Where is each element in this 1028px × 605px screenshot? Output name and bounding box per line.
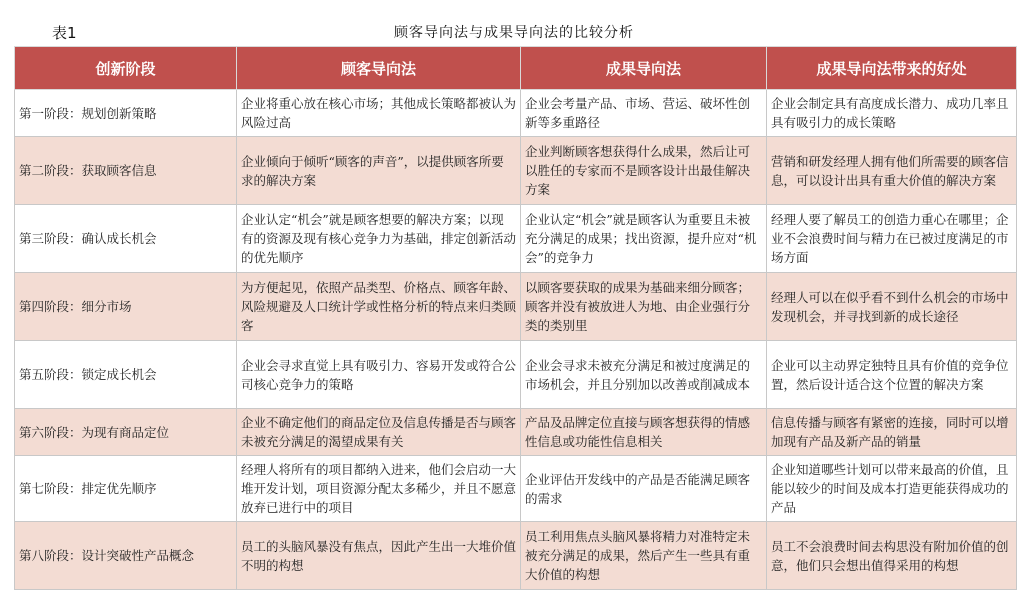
outcome-cell: 企业评估开发线中的产品是否能满足顾客的需求 [521,456,767,522]
table-row [15,137,1017,205]
customer-cell: 为方便起见，依照产品类型、价格点、顾客年龄、风险规避及人口统计学或性格分析的特点来归类顾客 [237,273,521,341]
customer-cell: 企业将重心放在核心市场；其他成长策略都被认为风险过高 [237,90,521,137]
header-stage: 创新阶段 [15,47,237,90]
stage-cell: 第四阶段：细分市场 [15,273,237,341]
outcome-cell: 企业会考量产品、市场、营运、破坏性创新等多重路径 [521,90,767,137]
benefit-cell: 员工不会浪费时间去构思没有附加价值的创意，他们只会想出值得采用的构想 [767,522,1017,590]
stage-cell: 第二阶段：获取顾客信息 [15,137,237,205]
header-row [15,47,1017,90]
outcome-cell: 以顾客要获取的成果为基础来细分顾客；顾客并没有被放进人为地、由企业强行分类的类别里 [521,273,767,341]
table-row [15,456,1017,522]
table-title: 顾客导向法与成果导向法的比较分析 [394,25,634,41]
table-label: 表1 [52,24,77,42]
benefit-cell: 营销和研发经理人拥有他们所需要的顾客信息，可以设计出具有重大价值的解决方案 [767,137,1017,205]
stage-cell: 第三阶段：确认成长机会 [15,205,237,273]
benefit-cell: 信息传播与顾客有紧密的连接，同时可以增加现有产品及新产品的销量 [767,409,1017,456]
benefit-cell: 企业会制定具有高度成长潜力、成功几率且具有吸引力的成长策略 [767,90,1017,137]
stage-cell: 第一阶段：规划创新策略 [15,90,237,137]
benefit-cell: 企业可以主动界定独特且具有价值的竞争位置，然后设计适合这个位置的解决方案 [767,341,1017,409]
outcome-cell: 企业判断顾客想获得什么成果，然后让可以胜任的专家而不是顾客设计出最佳解决方案 [521,137,767,205]
customer-cell: 经理人将所有的项目都纳入进来，他们会启动一大堆开发计划，项目资源分配太多稀少，并且不愿意放弃已进行中的项目 [237,456,521,522]
comparison-table [14,46,1017,590]
stage-cell: 第五阶段：锁定成长机会 [15,341,237,409]
benefit-cell: 企业知道哪些计划可以带来最高的价值，且能以较少的时间及成本打造更能获得成功的产品 [767,456,1017,522]
header-customer-oriented: 顾客导向法 [237,47,521,90]
table-row [15,409,1017,456]
customer-cell: 员工的头脑风暴没有焦点，因此产生出一大堆价值不明的构想 [237,522,521,590]
customer-cell: 企业会寻求直觉上具有吸引力、容易开发或符合公司核心竞争力的策略 [237,341,521,409]
outcome-cell: 企业会寻求未被充分满足和被过度满足的市场机会，并且分别加以改善或削减成本 [521,341,767,409]
customer-cell: 企业认定“机会”就是顾客想要的解决方案；以现有的资源及现有核心竞争力为基础，排定创新活动的优先顺序 [237,205,521,273]
benefit-cell: 经理人要了解员工的创造力重心在哪里；企业不会浪费时间与精力在已被过度满足的市场方面 [767,205,1017,273]
stage-cell: 第八阶段：设计突破性产品概念 [15,522,237,590]
table-row [15,273,1017,341]
table-row [15,341,1017,409]
customer-cell: 企业不确定他们的商品定位及信息传播是否与顾客未被充分满足的渴望成果有关 [237,409,521,456]
benefit-cell: 经理人可以在似乎看不到什么机会的市场中发现机会，并寻找到新的成长途径 [767,273,1017,341]
outcome-cell: 产品及品牌定位直接与顾客想获得的情感性信息或功能性信息相关 [521,409,767,456]
table-row [15,205,1017,273]
table-row [15,522,1017,590]
stage-cell: 第七阶段：排定优先顺序 [15,456,237,522]
outcome-cell: 员工利用焦点头脑风暴将精力对准特定未被充分满足的成果，然后产生一些具有重大价值的构想 [521,522,767,590]
table-row [15,90,1017,137]
outcome-cell: 企业认定“机会”就是顾客认为重要且未被充分满足的成果；找出资源，提升应对“机会”的竞争力 [521,205,767,273]
customer-cell: 企业倾向于倾听“顾客的声音”，以提供顾客所要求的解决方案 [237,137,521,205]
header-benefits: 成果导向法带来的好处 [767,47,1017,90]
header-outcome-oriented: 成果导向法 [521,47,767,90]
stage-cell: 第六阶段：为现有商品定位 [15,409,237,456]
